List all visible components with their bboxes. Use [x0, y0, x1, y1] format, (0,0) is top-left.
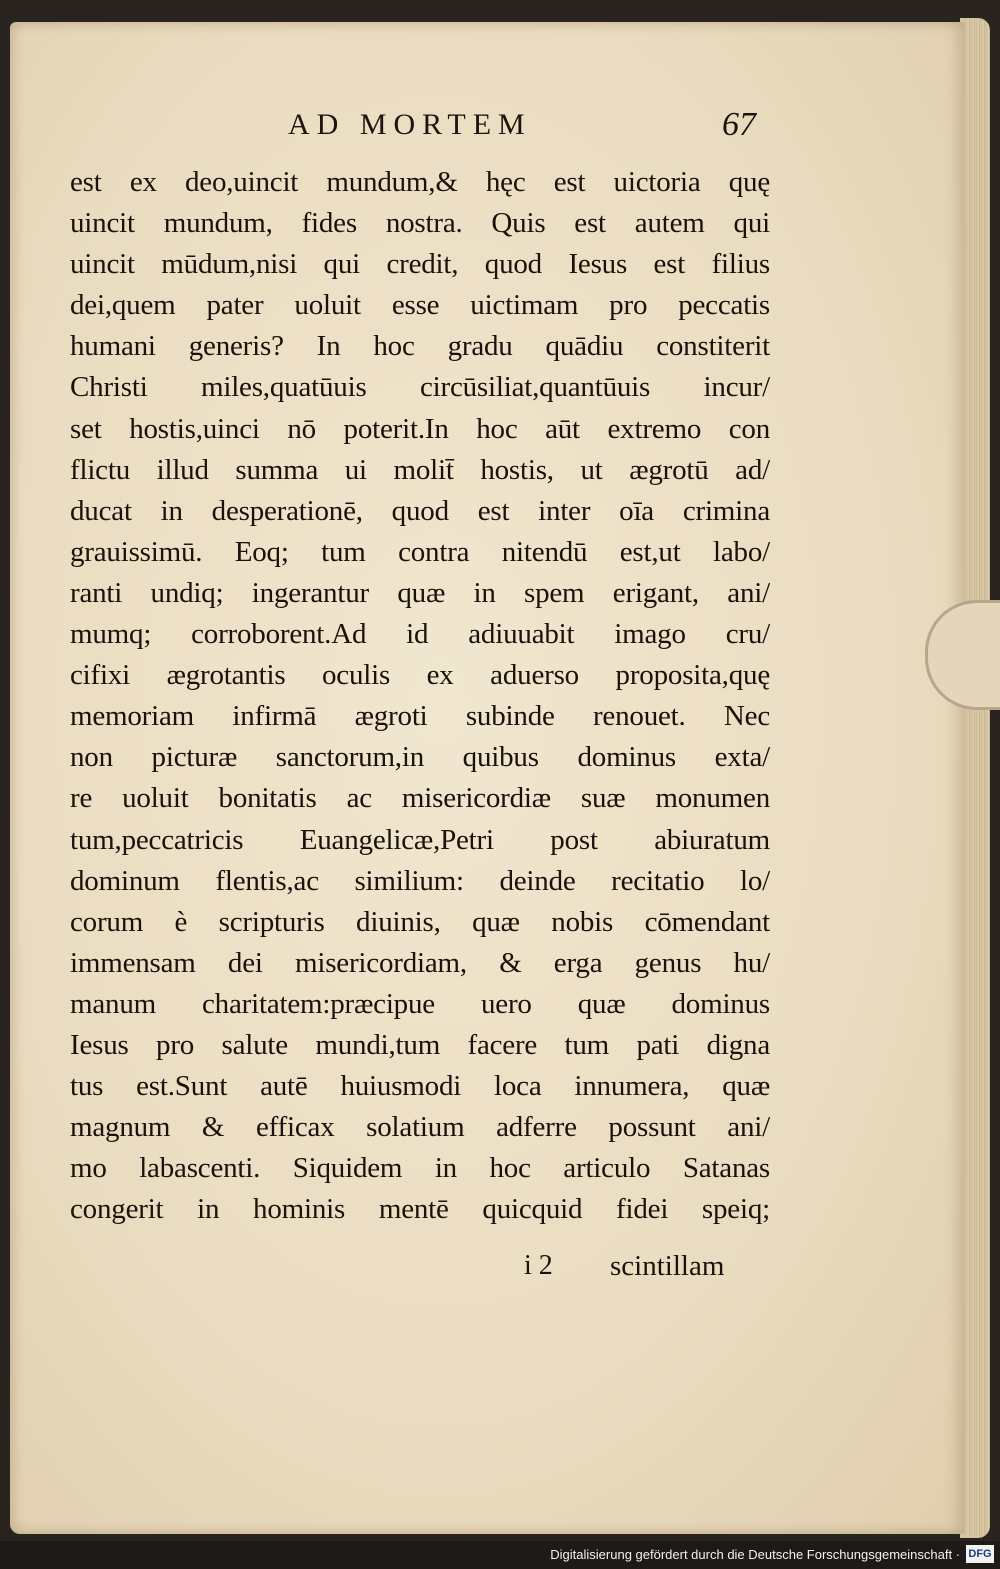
catchword: scintillam	[610, 1250, 725, 1282]
text-line: mumq; corroborent.Ad id adiuuabit imago cru/	[70, 618, 770, 651]
running-head: AD MORTEM	[288, 108, 532, 141]
body-text	[70, 162, 770, 1230]
footer-bar	[0, 1541, 1000, 1569]
page-number: 67	[722, 106, 756, 143]
text-line: immensam dei misericordiam, & erga genus hu/	[70, 946, 770, 979]
text-line: re uoluit bonitatis ac misericordiæ suæ monumen	[70, 782, 770, 815]
text-line: est ex deo,uincit mundum,& hęc est uictoria quę	[70, 166, 770, 198]
text-line: dominum flentis,ac similium: deinde recitatio lo/	[70, 864, 770, 897]
text-line: memoriam infirmā ægroti subinde renouet. Nec	[70, 700, 770, 733]
text-line: dei,quem pater uoluit esse uictimam pro peccatis	[70, 289, 770, 322]
text-line: Iesus pro salute mundi,tum facere tum pati digna	[70, 1028, 770, 1061]
text-line: manum charitatem:præcipue uero quæ dominus	[70, 987, 770, 1020]
text-line: ranti undiq; ingerantur quæ in spem erigant, ani/	[70, 576, 770, 609]
text-line: mo labascenti. Siquidem in hoc articulo Satanas	[70, 1152, 770, 1185]
page-header	[10, 108, 965, 148]
text-line: set hostis,uinci nō poterit.In hoc aūt extremo con	[70, 412, 770, 445]
text-line: Christi miles,quatūuis circūsiliat,quantūuis incur/	[70, 371, 770, 404]
catch-line	[10, 1250, 965, 1292]
funding-note: Digitalisierung gefördert durch die Deutsche Forschungsgemeinschaft ·	[550, 1547, 960, 1562]
signature-mark: i 2	[524, 1250, 553, 1281]
thumb-notch	[925, 600, 1000, 710]
text-line: humani generis? In hoc gradu quādiu constiterit	[70, 330, 770, 363]
book-page	[10, 22, 965, 1534]
text-line: congerit in hominis mentē quicquid fidei speiq;	[70, 1193, 770, 1226]
text-line: uincit mundum, fides nostra. Quis est autem qui	[70, 207, 770, 240]
text-line: grauissimū. Eoq; tum contra nitendū est,ut labo/	[70, 535, 770, 568]
text-line: tum,peccatricis Euangelicæ,Petri post abiuratum	[70, 823, 770, 856]
text-line: cifixi ægrotantis oculis ex aduerso proposita,quę	[70, 659, 770, 692]
dfg-logo-icon: DFG	[966, 1545, 994, 1563]
text-line: magnum & efficax solatium adferre possunt ani/	[70, 1111, 770, 1144]
text-line: flictu illud summa ui molit̄ hostis, ut ægrotū ad/	[70, 453, 770, 486]
text-line: non picturæ sanctorum,in quibus dominus exta/	[70, 741, 770, 774]
text-line: corum è scripturis diuinis, quæ nobis cōmendant	[70, 905, 770, 938]
text-line: tus est.Sunt autē huiusmodi loca innumera, quæ	[70, 1070, 770, 1103]
text-line: ducat in desperationē, quod est inter oīa crimina	[70, 494, 770, 527]
text-line: uincit mūdum,nisi qui credit, quod Iesus est filius	[70, 248, 770, 281]
